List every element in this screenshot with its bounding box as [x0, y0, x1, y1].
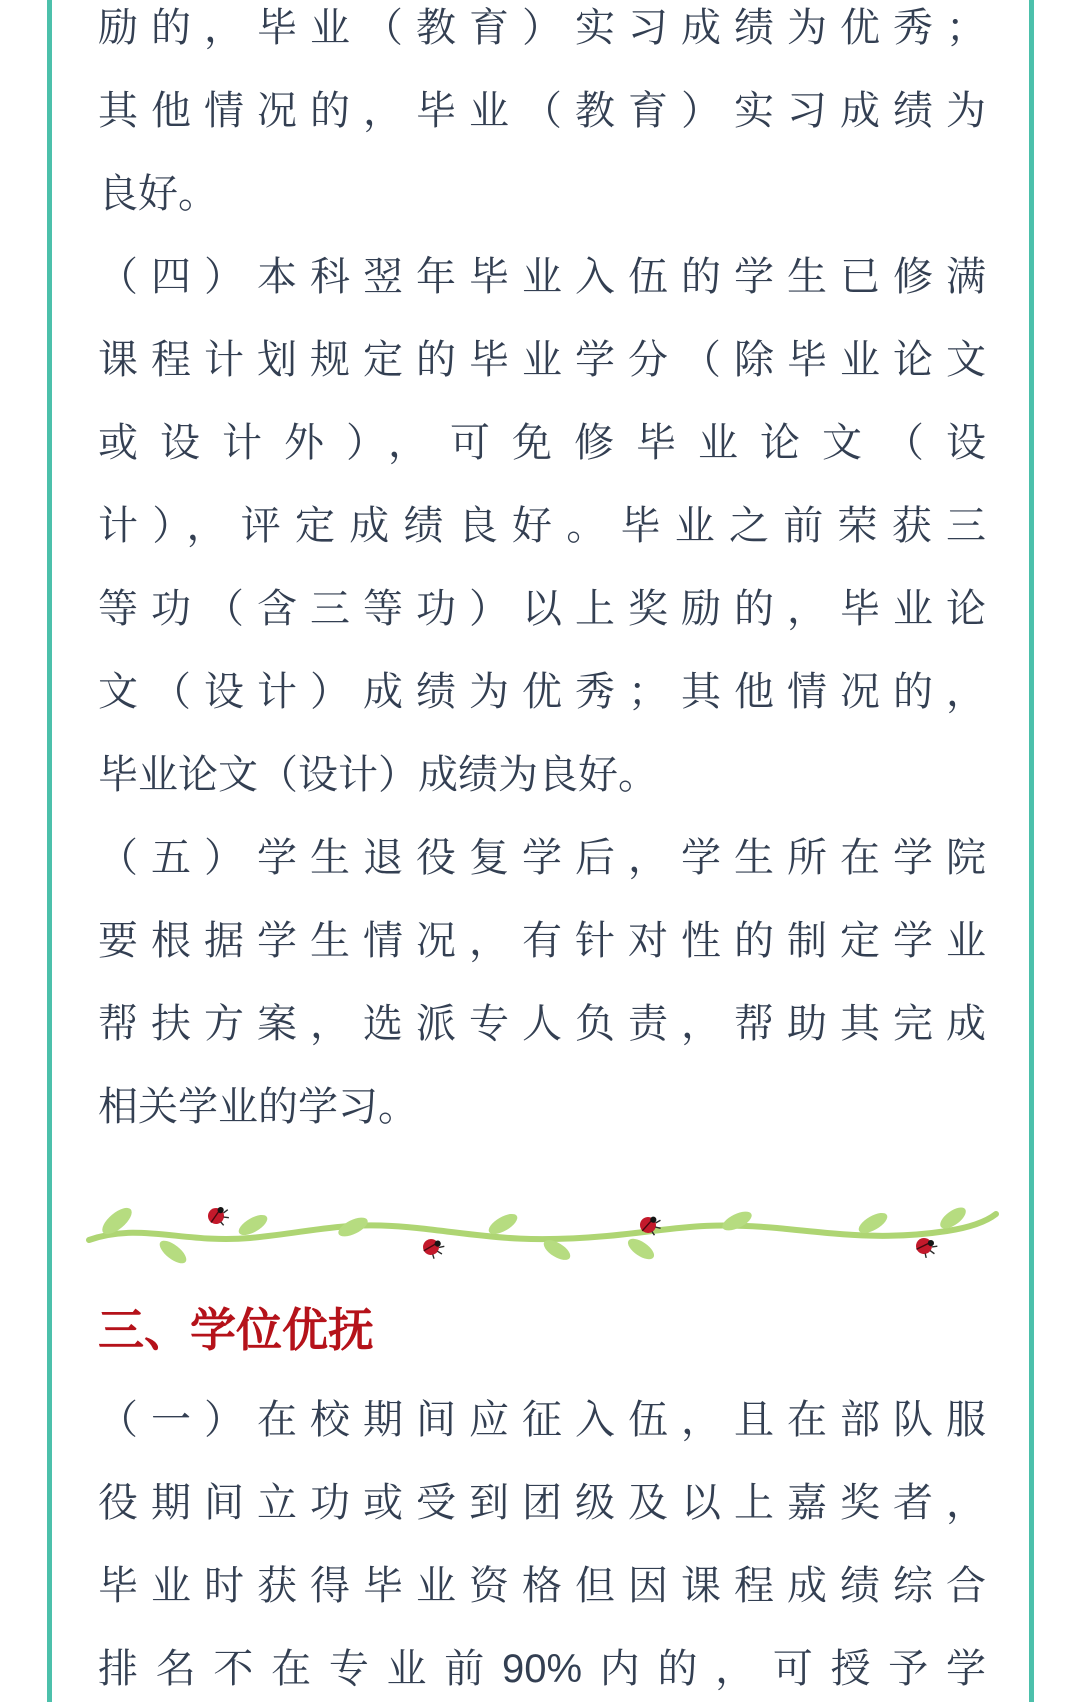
- text-line: 役期间立功或受到团级及以上嘉奖者，: [98, 1481, 986, 1525]
- section-heading: 三、学位优抚: [98, 1304, 374, 1356]
- text-line: 良好。: [98, 172, 218, 216]
- text-line: 要根据学生情况，有针对性的制定学业: [98, 919, 986, 963]
- leaf-icon: [156, 1237, 190, 1268]
- right-frame-line: [1029, 0, 1034, 1702]
- text-line: 排名不在专业前90%内的，可授予学: [98, 1647, 986, 1691]
- left-frame-line: [47, 0, 52, 1702]
- leaf-icon: [625, 1235, 658, 1263]
- text-line: 文（设计）成绩为优秀；其他情况的，: [98, 670, 986, 714]
- paragraph-block-degree: [98, 1379, 986, 1702]
- text-line: 帮扶方案，选派专人负责，帮助其完成: [98, 1002, 986, 1046]
- text-line: 毕业论文（设计）成绩为良好。: [98, 753, 658, 797]
- text-line: 课程计划规定的毕业学分（除毕业论文: [98, 338, 986, 382]
- text-line: （五）学生退役复学后，学生所在学院: [98, 836, 986, 880]
- text-line: （四）本科翌年毕业入伍的学生已修满: [98, 255, 986, 299]
- text-line: 或设计外），可免修毕业论文（设: [98, 421, 986, 465]
- article-content: [98, 0, 986, 1702]
- ladybug-icon: [421, 1238, 445, 1260]
- ladybug-icon: [206, 1205, 231, 1229]
- leaf-icon: [720, 1208, 755, 1235]
- text-line: （一）在校期间应征入伍，且在部队服: [98, 1398, 986, 1442]
- ladybug-icon: [914, 1236, 939, 1260]
- text-line: 其他情况的，毕业（教育）实习成绩为: [98, 89, 986, 133]
- text-line: 等功（含三等功）以上奖励的，毕业论: [98, 587, 986, 631]
- vine-divider: [85, 1198, 1000, 1278]
- text-line: 毕业时获得毕业资格但因课程成绩综合: [98, 1564, 986, 1608]
- text-line: 励的，毕业（教育）实习成绩为优秀；: [98, 6, 986, 50]
- text-line: 相关学业的学习。: [98, 1085, 418, 1129]
- paragraph-block-continuation: [98, 0, 986, 1149]
- text-line: 计），评定成绩良好。毕业之前荣获三: [98, 504, 986, 548]
